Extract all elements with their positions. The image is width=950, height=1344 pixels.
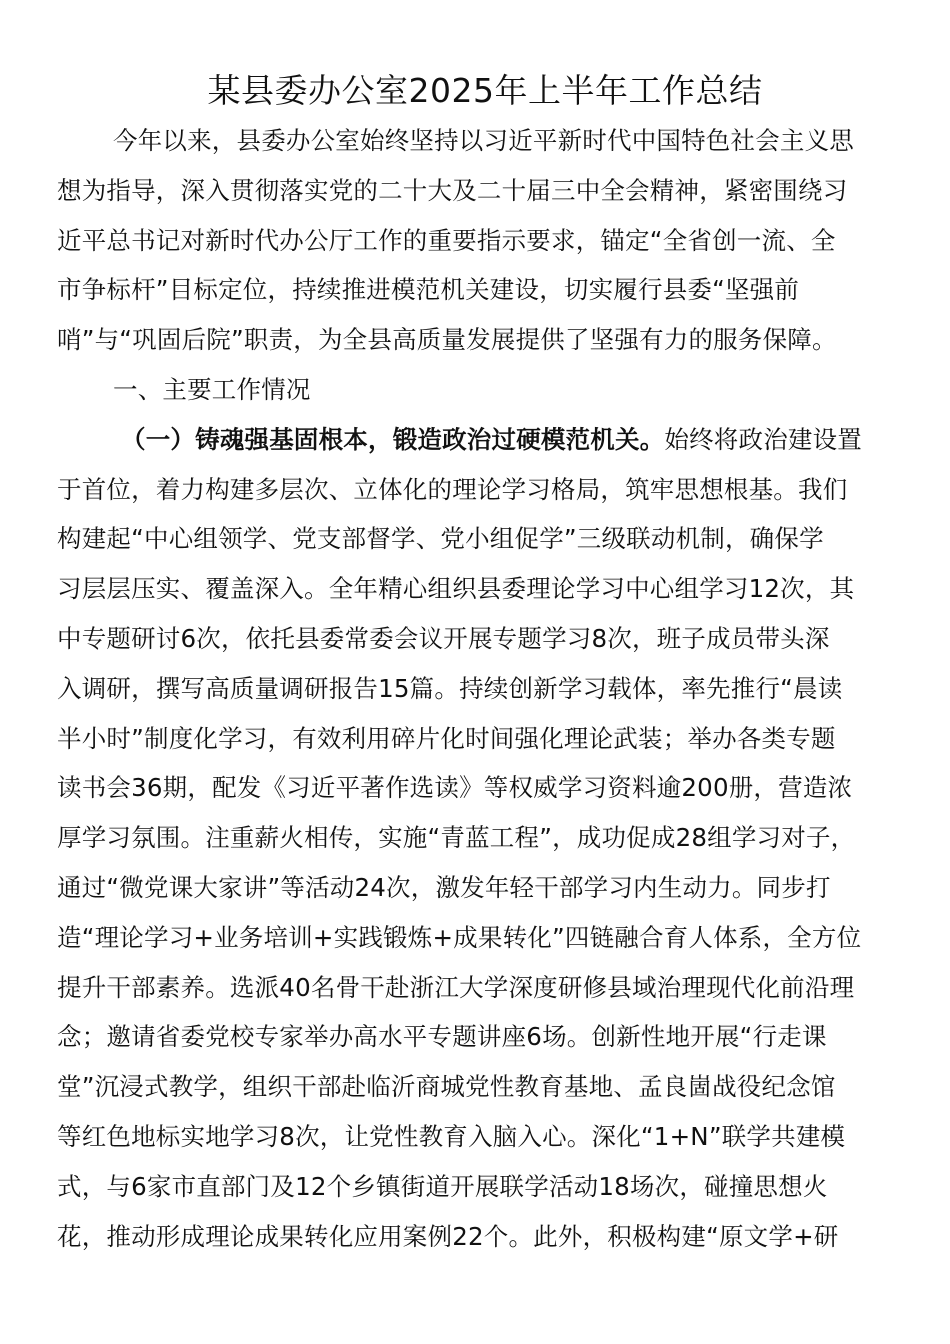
paragraph-line bbox=[57, 415, 907, 465]
paragraph-line: 哨”与“巩固后院”职责，为全县高质量发展提供了坚强有力的服务保障。 bbox=[57, 325, 837, 355]
section-heading: 一、主要工作情况 bbox=[113, 374, 311, 404]
subsection-first-line-text: 始终将政治建设置 bbox=[664, 424, 863, 454]
paragraph-line: 造“理论学习+业务培训+实践锻炼+成果转化”四链融合育人体系，全方位 bbox=[57, 922, 862, 952]
paragraph-line: 今年以来，县委办公室始终坚持以习近平新时代中国特色社会主义思 bbox=[113, 126, 854, 155]
paragraph-line: 近平总书记对新时代办公厅工作的重要指示要求，锚定“全省创一流、全 bbox=[57, 225, 836, 255]
paragraph-line: 式，与6家市直部门及12个乡镇街道开展联学活动18场次，碰撞思想火 bbox=[57, 1171, 828, 1201]
paragraph-line: 读书会36期，配发《习近平著作选读》等权威学习资料逾200册，营造浓 bbox=[57, 773, 853, 803]
paragraph-line: 花，推动形成理论成果转化应用案例22个。此外，积极构建“原文学+研 bbox=[57, 1221, 839, 1251]
paragraph-line: 厚学习氛围。注重薪火相传，实施“青蓝工程”，成功促成28组学习对子， bbox=[57, 823, 856, 853]
paragraph-line: 提升干部素养。选派40名骨干赴浙江大学深度研修县域治理现代化前沿理 bbox=[57, 972, 855, 1002]
subsection-heading: （一）铸魂强基固根本，锻造政治过硬模范机关。 bbox=[121, 424, 665, 454]
document-title: 某县委办公室2025年上半年工作总结 bbox=[207, 71, 763, 110]
paragraph-line: 念；邀请省委党校专家举办高水平专题讲座6场。创新性地开展“行走课 bbox=[57, 1022, 827, 1052]
paragraph-line: 习层层压实、覆盖深入。全年精心组织县委理论学习中心组学习12次，其 bbox=[57, 574, 855, 604]
intro-paragraph bbox=[57, 116, 907, 365]
paragraph-line: 构建起“中心组领学、党支部督学、党小组促学”三级联动机制，确保学 bbox=[57, 524, 824, 554]
document-page bbox=[57, 66, 907, 1261]
subsection-paragraph bbox=[57, 415, 907, 1262]
paragraph-line: 市争标杆”目标定位，持续推进模范机关建设，切实履行县委“坚强前 bbox=[57, 275, 800, 305]
paragraph-line: 入调研，撰写高质量调研报告15篇。持续创新学习载体，率先推行“晨读 bbox=[57, 673, 843, 703]
paragraph-line: 于首位，着力构建多层次、立体化的理论学习格局，筑牢思想根基。我们 bbox=[57, 474, 848, 504]
paragraph-line: 半小时”制度化学习，有效利用碎片化时间强化理论武装；举办各类专题 bbox=[57, 723, 836, 753]
paragraph-line: 想为指导，深入贯彻落实党的二十大及二十届三中全会精神，紧密围绕习 bbox=[57, 175, 848, 205]
paragraph-line: 中专题研讨6次，依托县委常委会议开展专题学习8次，班子成员带头深 bbox=[57, 623, 830, 653]
paragraph-line: 堂”沉浸式教学，组织干部赴临沂商城党性教育基地、孟良崮战役纪念馆 bbox=[57, 1072, 836, 1102]
paragraph-line: 等红色地标实地学习8次，让党性教育入脑入心。深化“1+N”联学共建模 bbox=[57, 1121, 846, 1151]
paragraph-line: 通过“微党课大家讲”等活动24次，激发年轻干部学习内生动力。同步打 bbox=[57, 872, 831, 902]
